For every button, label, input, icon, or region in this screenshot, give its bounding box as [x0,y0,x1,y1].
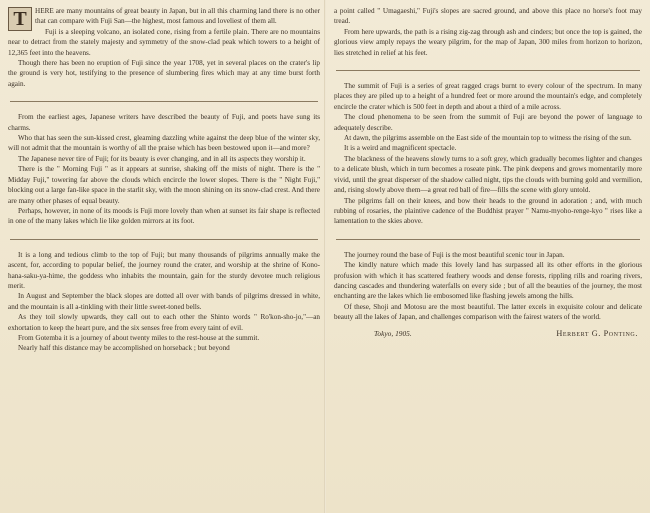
paragraph: The pilgrims fall on their knees, and bow their heads to the ground in adoration ; and, with much rubbing of rosaries, the plaintive cadence of the Buddhist prayer " Namu-myoho-renge-kyo " rises like a lamentation to the skies above. [334,196,642,226]
paragraph: From here upwards, the path is a rising zig-zag through ash and cinders; but once the top is gained, the glorious view amply repays the weary pilgrim, for the map of Japan, 300 miles from horizon to horizon, lies stretched in relief at his feet. [334,27,642,57]
author-signature: Herbert G. Ponting. [556,328,638,338]
paragraph: There is the " Morning Fuji " as it appears at sunrise, shaking off the mists of night. There is the " Midday Fuji," towering far above the clouds which encircle the lower slopes. There is the " Night Fuji," blocking out a large fan-like space in the starlit sky, with the moon shining on its snow-clad crest. And there are many other phases of equal beauty. [8,165,320,205]
section-pilgrims [8,250,320,354]
place-date: Tokyo, 1905. [374,328,412,338]
paragraph: Who that has seen the sun-kissed crest, gleaming dazzling white against the deep blue of the winter sky, will not admit that the mountain is worthy of all the praise which has been bestowed upon it—and more? [8,134,320,153]
paragraph: At dawn, the pilgrims assemble on the East side of the mountain top to witness the rising of the sun. [344,134,632,143]
paragraph: a point called " Umagaeshi," Fuji's slopes are sacred ground, and above this place no horse's foot may tread. [334,7,642,26]
section-divider [336,70,640,71]
paragraph: Of these, Shoji and Motosu are the most beautiful. The latter excels in exquisite colour and delicate beauty all the lakes of Japan, and challenges comparison with the fairest waters of the world. [334,302,642,322]
section-divider [336,239,640,240]
section-summit [334,81,642,227]
paragraph: In August and September the black slopes are dotted all over with bands of pilgrims dressed in white, and the mountain is all a-tinkling with their little sweet-toned bells. [8,292,320,311]
paragraph: The summit of Fuji is a series of great ragged crags burnt to every colour of the spectrum. In many places they are piled up to a height of a hundred feet or more around the mountain's edge, and completely encircle the crater which is 500 feet in depth and about a third of a mile across. [334,82,642,111]
paragraph: Fuji is a sleeping volcano, an isolated cone, rising from a fertile plain. There are no mountains near to detract from the stately majesty and symmetry of the snow-clad peak which towers to a height of 12,365 feet into the heavens. [8,27,320,57]
paragraph: It is a weird and magnificent spectacle. [344,144,457,153]
drop-cap: T [8,7,32,31]
section-poets [8,112,320,226]
left-column [8,6,320,354]
paragraph: The cloud phenomena to be seen from the summit of Fuji are beyond the power of language to adequately describe. [334,113,642,132]
paragraph: The journey round the base of Fuji is the most beautiful scenic tour in Japan. [344,250,565,259]
paragraph: The blackness of the heavens slowly turns to a soft grey, which gradually becomes lighter and changes to a delicate blush, which in turn becomes a roseate pink. The pink deepens and grows momentarily more vivid, until the great disperser of the shadow called night, tips the clouds with burning gold and vermilion, and, rising slowly above them—a great red ball of fire—fills the scene with glory untold. [334,154,642,195]
paragraph: Nearly half this distance may be accomplished on horseback ; but beyond [18,344,230,353]
page-fold [324,0,326,513]
paragraph: It is a long and tedious climb to the top of Fuji; but many thousands of pilgrims annually make the ascent, for, according to popular belief, the journey round the crater, and worship at the shrine of Kono-hana-saku-ya-hime, the goddess who inhabits the mountain, gain for the sturdy devotee much religious merit. [8,250,320,290]
signature-row [334,327,642,343]
paragraph: The Japanese never tire of Fuji; for its beauty is ever changing, and in all its aspects they worship it. [18,154,306,163]
paragraph: From Gotemba it is a journey of about twenty miles to the rest-house at the summit. [18,333,260,342]
right-column [334,6,642,343]
paragraph: Perhaps, however, in none of its moods is Fuji more lovely than when at sunset its fair shape is reflected in one of the many lakes which lie like golden mirrors at its foot. [8,206,320,226]
section-divider [10,101,318,102]
paragraph: The kindly nature which made this lovely land has surpassed all its other efforts in the glorious profusion with which it has scattered feathery woods and dense forests, rippling rills and roaring rivers, dancing cascades and thundering waterfalls on every side ; but of all the beauties of the journey, the most enchanting are the lakes which lie embosomed like flashing jewels among the hills. [334,261,642,301]
paragraph: Though there has been no eruption of Fuji since the year 1708, yet in several places on the crater's lip the ground is very hot, testifying to the presence of slumbering fires which may at any time burst forth again. [8,59,320,88]
paragraph: From the earliest ages, Japanese writers have described the beauty of Fuji, and poets have sung its charms. [8,113,320,132]
section-journey [334,250,642,323]
paragraph: HERE are many mountains of great beauty in Japan, but in all this charming land there is no other that can compare with Fuji San—the highest, most famous and loveliest of them all. [35,7,320,26]
section-divider [10,239,318,240]
opening-section [8,6,320,89]
paragraph: As they toil slowly upwards, they call out to each other the Shinto words " Ro'kon-sho-jo,"—an exhortation to keep the heart pure, and the six senses free from every taint of evil. [8,313,320,332]
section-ascent [334,6,642,58]
